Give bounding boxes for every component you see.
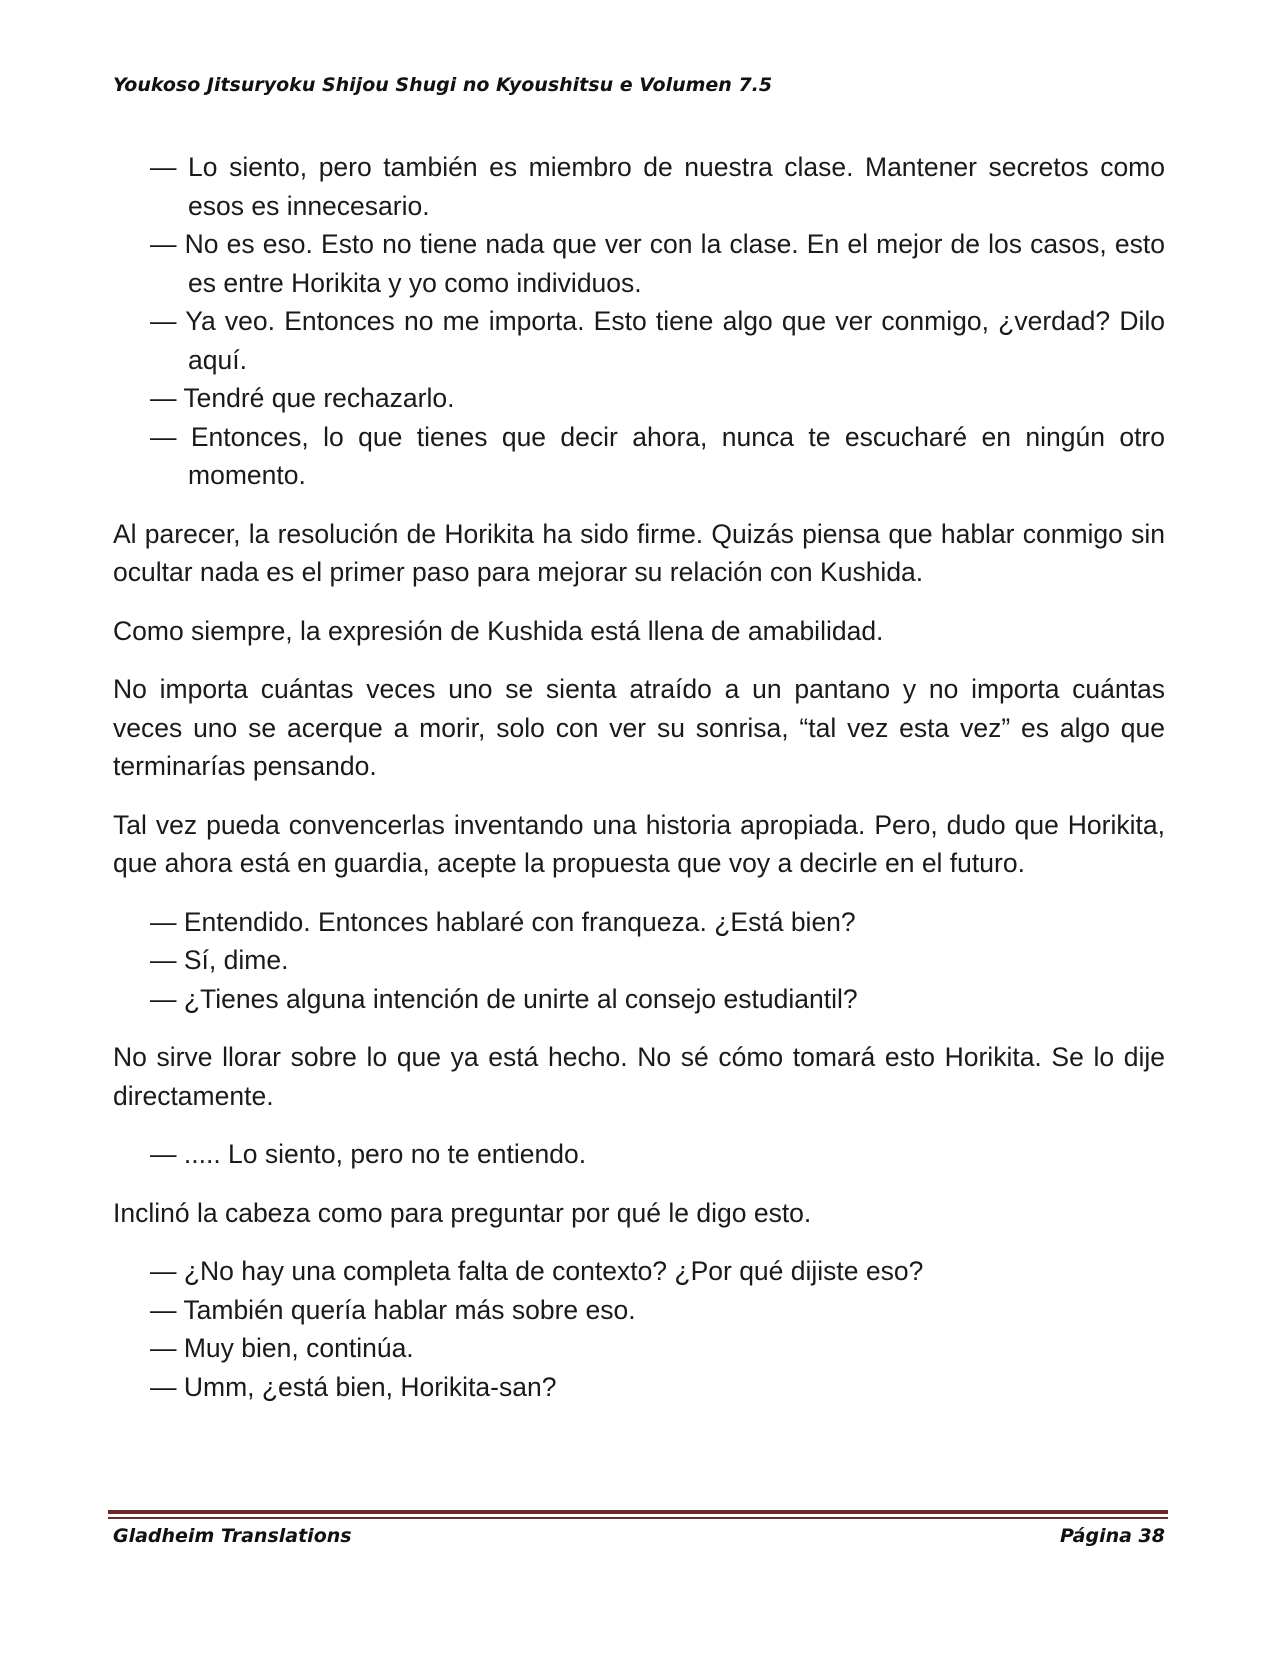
dialogue-block-2 — [113, 903, 1165, 1019]
dialogue-block-1 — [113, 148, 1165, 495]
dialogue-block-3 — [113, 1135, 1165, 1174]
dialogue-line: — Tendré que rechazarlo. — [150, 383, 455, 413]
paragraph: Inclinó la cabeza como para preguntar por qué le digo esto. — [113, 1197, 812, 1228]
footer-page-number: Página 38 — [1059, 1525, 1165, 1547]
dialogue-line: — Muy bien, continúa. — [150, 1333, 414, 1363]
footer-rule-thin — [108, 1517, 1168, 1519]
dialogue-line: — No es eso. Esto no tiene nada que ver con la clase. En el mejor de los casos, esto es entre Horikita y yo como individuos. — [150, 229, 1165, 298]
paragraph: Tal vez pueda convencerlas inventando una historia apropiada. Pero, dudo que Horikita, que ahora está en guardia, acepte la propuesta que voy a decirle en el futuro. — [113, 809, 1165, 878]
page-footer — [113, 1525, 1165, 1547]
dialogue-line: — Ya veo. Entonces no me importa. Esto tiene algo que ver conmigo, ¿verdad? Dilo aquí. — [150, 306, 1165, 375]
dialogue-line: — ..... Lo siento, pero no te entiendo. — [150, 1139, 587, 1169]
paragraph: No sirve llorar sobre lo que ya está hecho. No sé cómo tomará esto Horikita. Se lo dije directamente. — [113, 1042, 1165, 1111]
dialogue-line: — Entonces, lo que tienes que decir ahora, nunca te escucharé en ningún otro momento. — [150, 421, 1165, 490]
dialogue-line: — ¿No hay una completa falta de contexto? ¿Por qué dijiste eso? — [150, 1256, 924, 1286]
page-header-title: Youkoso Jitsuryoku Shijou Shugi no Kyoushitsu e Volumen 7.5 — [113, 74, 773, 96]
dialogue-line: — Sí, dime. — [150, 945, 289, 975]
paragraph: No importa cuántas veces uno se sienta atraído a un pantano y no importa cuántas veces uno se acerque a morir, solo con ver su sonrisa, “tal vez esta vez” es algo que terminarías pensando. — [113, 674, 1165, 781]
dialogue-line: — Lo siento, pero también es miembro de nuestra clase. Mantener secretos como esos es innecesario. — [150, 152, 1165, 221]
paragraph: Como siempre, la expresión de Kushida está llena de amabilidad. — [113, 615, 884, 646]
footer-publisher: Gladheim Translations — [113, 1525, 352, 1547]
page-body — [113, 148, 1165, 1406]
dialogue-line: — También quería hablar más sobre eso. — [150, 1294, 636, 1325]
dialogue-line: — ¿Tienes alguna intención de unirte al consejo estudiantil? — [150, 983, 858, 1014]
dialogue-line: — Entendido. Entonces hablaré con franqueza. ¿Está bien? — [150, 906, 856, 937]
paragraph: Al parecer, la resolución de Horikita ha sido firme. Quizás piensa que hablar conmigo sin ocultar nada es el primer paso para mejorar su relación con Kushida. — [113, 518, 1165, 587]
dialogue-block-4 — [113, 1252, 1165, 1406]
footer-rule-thick — [108, 1510, 1168, 1514]
dialogue-line: — Umm, ¿está bien, Horikita-san? — [150, 1371, 557, 1402]
